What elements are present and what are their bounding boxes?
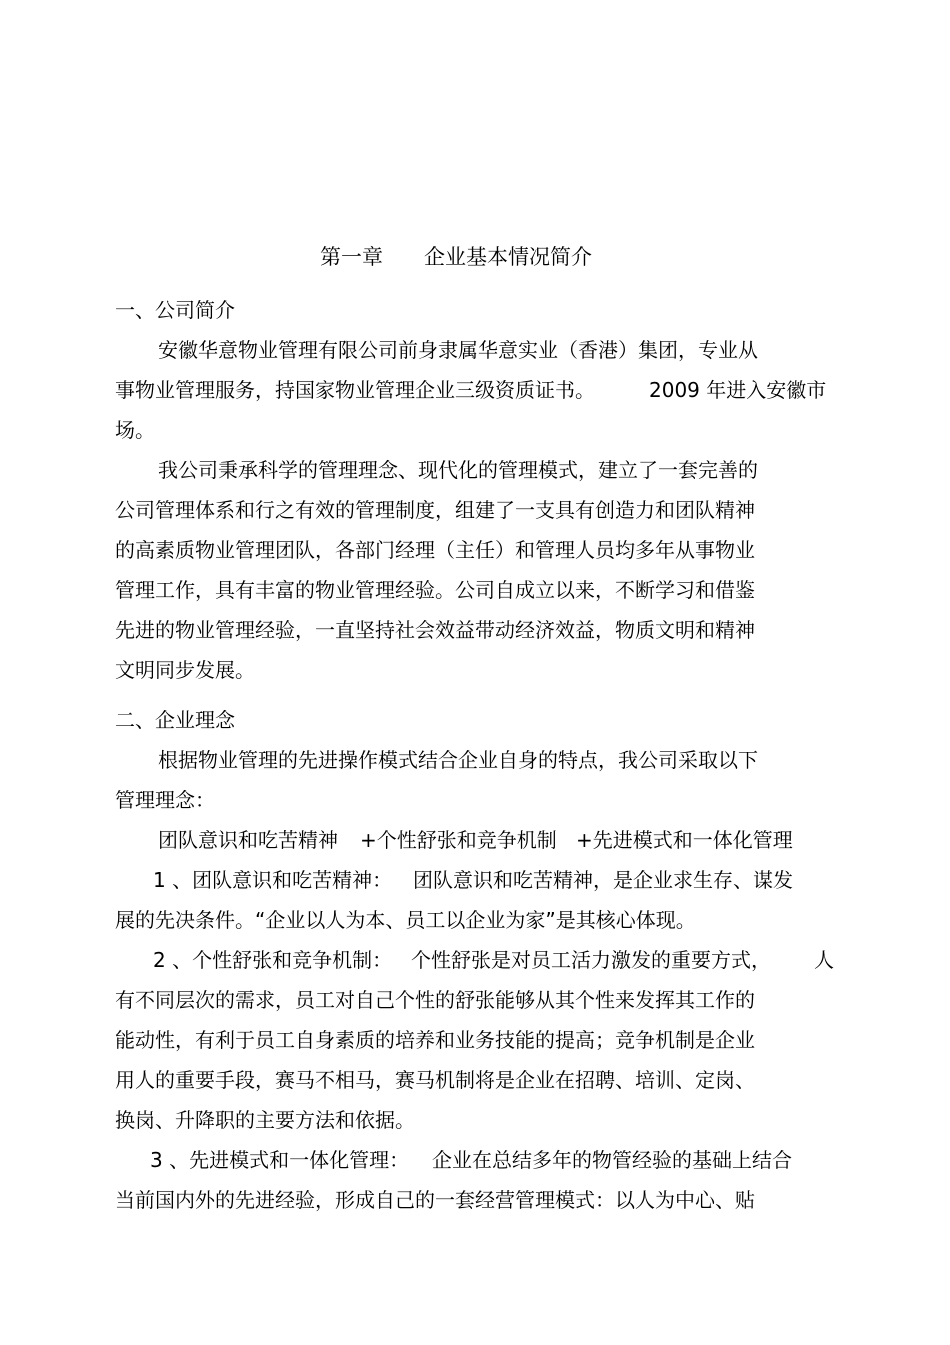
item-label: 3 、先进模式和一体化管理：	[150, 1148, 410, 1172]
formula-part: +个性舒张和竞争机制	[360, 828, 557, 852]
formula-part: +先进模式和一体化管理	[576, 828, 793, 852]
paragraph-line: 2009 年进入安徽市	[649, 378, 827, 402]
section-heading-philosophy: 二、企业理念	[115, 708, 235, 732]
paragraph-line: 的高素质物业管理团队，各部门经理（主任）和管理人员均多年从事物业	[115, 538, 755, 562]
paragraph-line: 安徽华意物业管理有限公司前身隶属华意实业（香港）集团，专业从	[158, 338, 758, 362]
paragraph-line: 先进的物业管理经验，一直坚持社会效益带动经济效益，物质文明和精神	[115, 618, 755, 642]
paragraph-line: 用人的重要手段，赛马不相马，赛马机制将是企业在招聘、培训、定岗、	[115, 1068, 755, 1092]
chapter-number: 第一章	[320, 245, 383, 269]
item-label: 1 、团队意识和吃苦精神：	[153, 868, 393, 892]
chapter-title: 企业基本情况简介	[424, 245, 592, 269]
paragraph-line: 文明同步发展。	[115, 658, 255, 682]
paragraph-line: 我公司秉承科学的管理理念、现代化的管理模式，建立了一套完善的	[158, 458, 758, 482]
paragraph-line: 管理理念：	[115, 788, 215, 812]
item-label: 2 、个性舒张和竞争机制：	[153, 948, 393, 972]
paragraph-line: 管理工作，具有丰富的物业管理经验。公司自成立以来，不断学习和借鉴	[115, 578, 755, 602]
item-text: 个性舒张是对员工活力激发的重要方式，	[411, 948, 771, 972]
paragraph-line: 有不同层次的需求，员工对自己个性的舒张能够从其个性来发挥其工作的	[115, 988, 755, 1012]
paragraph-line: 展的先决条件。“企业以人为本、员工以企业为家”是其核心体现。	[115, 908, 696, 932]
paragraph-line: 能动性，有利于员工自身素质的培养和业务技能的提高；竞争机制是企业	[115, 1028, 755, 1052]
item-text: 团队意识和吃苦精神，是企业求生存、谋发	[413, 868, 793, 892]
paragraph-line: 事物业管理服务，持国家物业管理企业三级资质证书。	[115, 378, 595, 402]
formula-part: 团队意识和吃苦精神	[158, 828, 338, 852]
item-text-tail: 人	[814, 948, 834, 972]
section-heading-company-profile: 一、公司简介	[115, 298, 235, 322]
paragraph-line: 根据物业管理的先进操作模式结合企业自身的特点，我公司采取以下	[158, 748, 758, 772]
paragraph-line: 当前国内外的先进经验，形成自己的一套经营管理模式：以人为中心、贴	[115, 1188, 755, 1212]
paragraph-line: 换岗、升降职的主要方法和依据。	[115, 1108, 415, 1132]
paragraph-line: 场。	[115, 418, 155, 442]
item-text: 企业在总结多年的物管经验的基础上结合	[432, 1148, 792, 1172]
paragraph-line: 公司管理体系和行之有效的管理制度，组建了一支具有创造力和团队精神	[115, 498, 755, 522]
